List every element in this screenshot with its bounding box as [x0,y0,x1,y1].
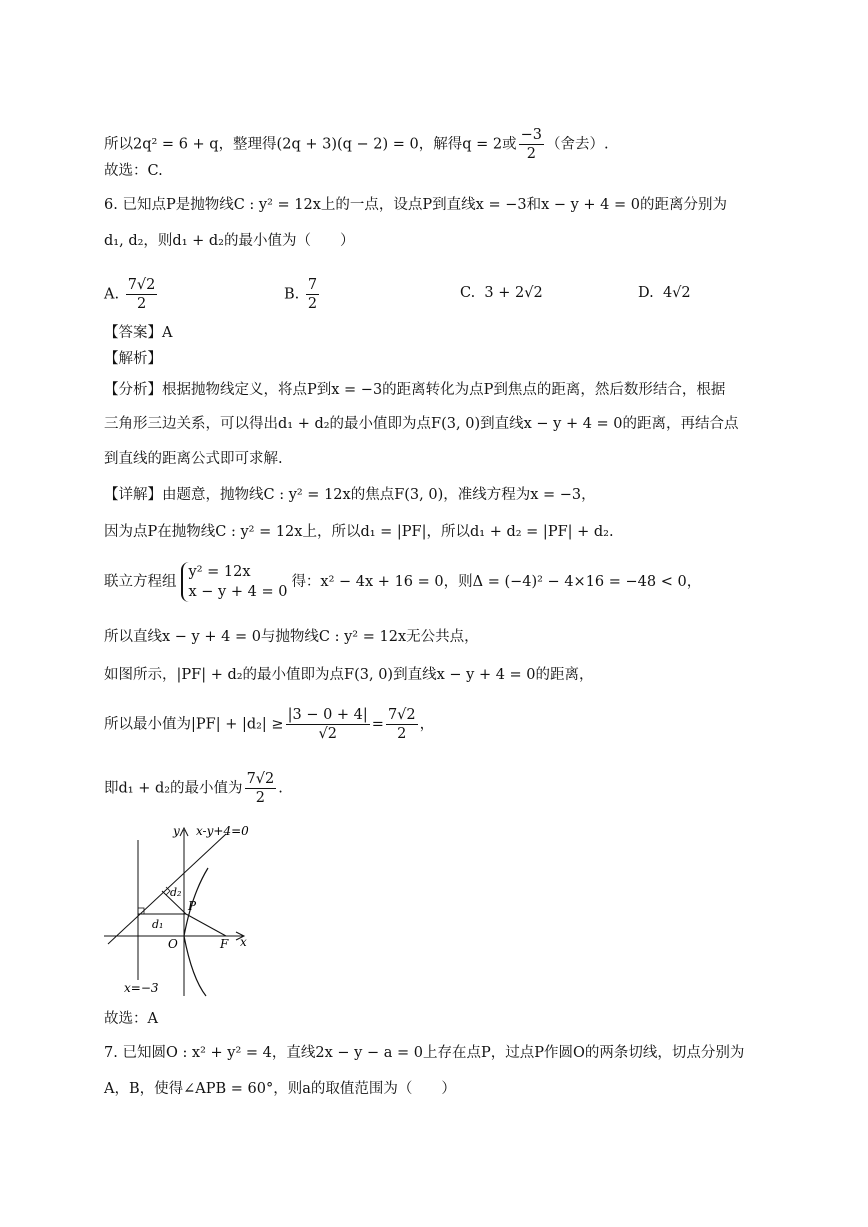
choice-b: B. $\frac{7}{2}$ [284,277,318,312]
question-6-choices [104,276,784,316]
analysis-line2: 三角形三边关系，可以得出d₁ + d₂的最小值即为点F(3, 0)到直线x − y + 4 = 0的距离，再结合点 [104,416,739,432]
answer-tag: 【答案】A [104,325,173,341]
question-6-stem-line1: 6. 已知点P是抛物线C : y² = 12x上的一点，设点P到直线x = −3和x − y + 4 = 0的距离分别为 [104,197,727,213]
d2-label: d₂ [170,886,182,899]
answer-choice-line-q6: 故选：A [104,1011,158,1027]
detail-line5: 如图所示，|PF| + d₂的最小值即为点F(3, 0)到直线x − y + 4 = 0的距离， [104,667,594,683]
parabola-figure [100,820,270,1000]
line-x-y-4 [108,834,226,944]
x-axis-label: x [240,935,247,949]
question-7-stem-line2: A，B，使得∠APB = 60°，则a的取值范围为（ ） [104,1081,456,1097]
equation-system: y² = 12x x − y + 4 = 0 [181,562,288,602]
fraction: $\frac{-3}{2}$ [520,127,543,162]
y-axis-label: y [173,824,180,838]
detail-line4: 所以直线x − y + 4 = 0与抛物线C : y² = 12x无公共点， [104,629,479,645]
point-p-label: P [188,899,197,913]
detail-line1: 【详解】由题意，抛物线C : y² = 12x的焦点F(3, 0)，准线方程为x = −3， [104,487,596,503]
origin-label: O [168,937,178,951]
question-6-stem-line2: d₁, d₂，则d₁ + d₂的最小值为（ ） [104,233,355,249]
choice-c: C. 3 + 2√2 [460,285,543,301]
pf-segment [186,914,226,936]
directrix-label: x=−3 [124,981,159,995]
answer-choice-line: 故选：C. [104,163,163,179]
detail-conclusion-line: 即d₁ + d₂的最小值为 $\frac{7√2}{2}$ . [104,771,283,806]
d1-label: d₁ [152,918,164,931]
line-label: x-y+4=0 [196,824,249,838]
analysis-line3: 到直线的距离公式即可求解. [104,451,283,467]
solution-line-q5: 所以2q² = 6 + q，整理得(2q + 3)(q − 2) = 0，解得q = 2或 $\frac{-3}{2}$ （舍去）. [104,127,609,162]
choice-d: D. 4√2 [638,285,691,301]
parabola-curve [184,868,208,996]
question-7-stem-line1: 7. 已知圆O : x² + y² = 4，直线2x − y − a = 0上存在点P，过点P作圆O的两条切线，切点分别为 [104,1045,745,1061]
detail-line2: 因为点P在抛物线C : y² = 12x上，所以d₁ = |PF|，所以d₁ + d₂ = |PF| + d₂. [104,524,614,540]
detail-min-line: 所以最小值为|PF| + |d₂| ≥ $\frac{|3 - 0 + 4|}{√2}$ = $\frac{7√2}{2}$ ， [104,707,435,742]
focus-label: F [220,937,229,951]
choice-a: A. $\frac{7√2}{2}$ [104,277,156,312]
analysis-tag: 【解析】 [104,351,162,367]
analysis-line1: 【分析】根据抛物线定义，将点P到x = −3的距离转化为点P到焦点的距离，然后数形结合，根据 [104,382,726,398]
detail-system-line: 联立方程组 y² = 12x x − y + 4 = 0 得：x² − 4x + 16 = 0，则Δ = (−4)² − 4×16 = −48 < 0， [104,564,702,600]
